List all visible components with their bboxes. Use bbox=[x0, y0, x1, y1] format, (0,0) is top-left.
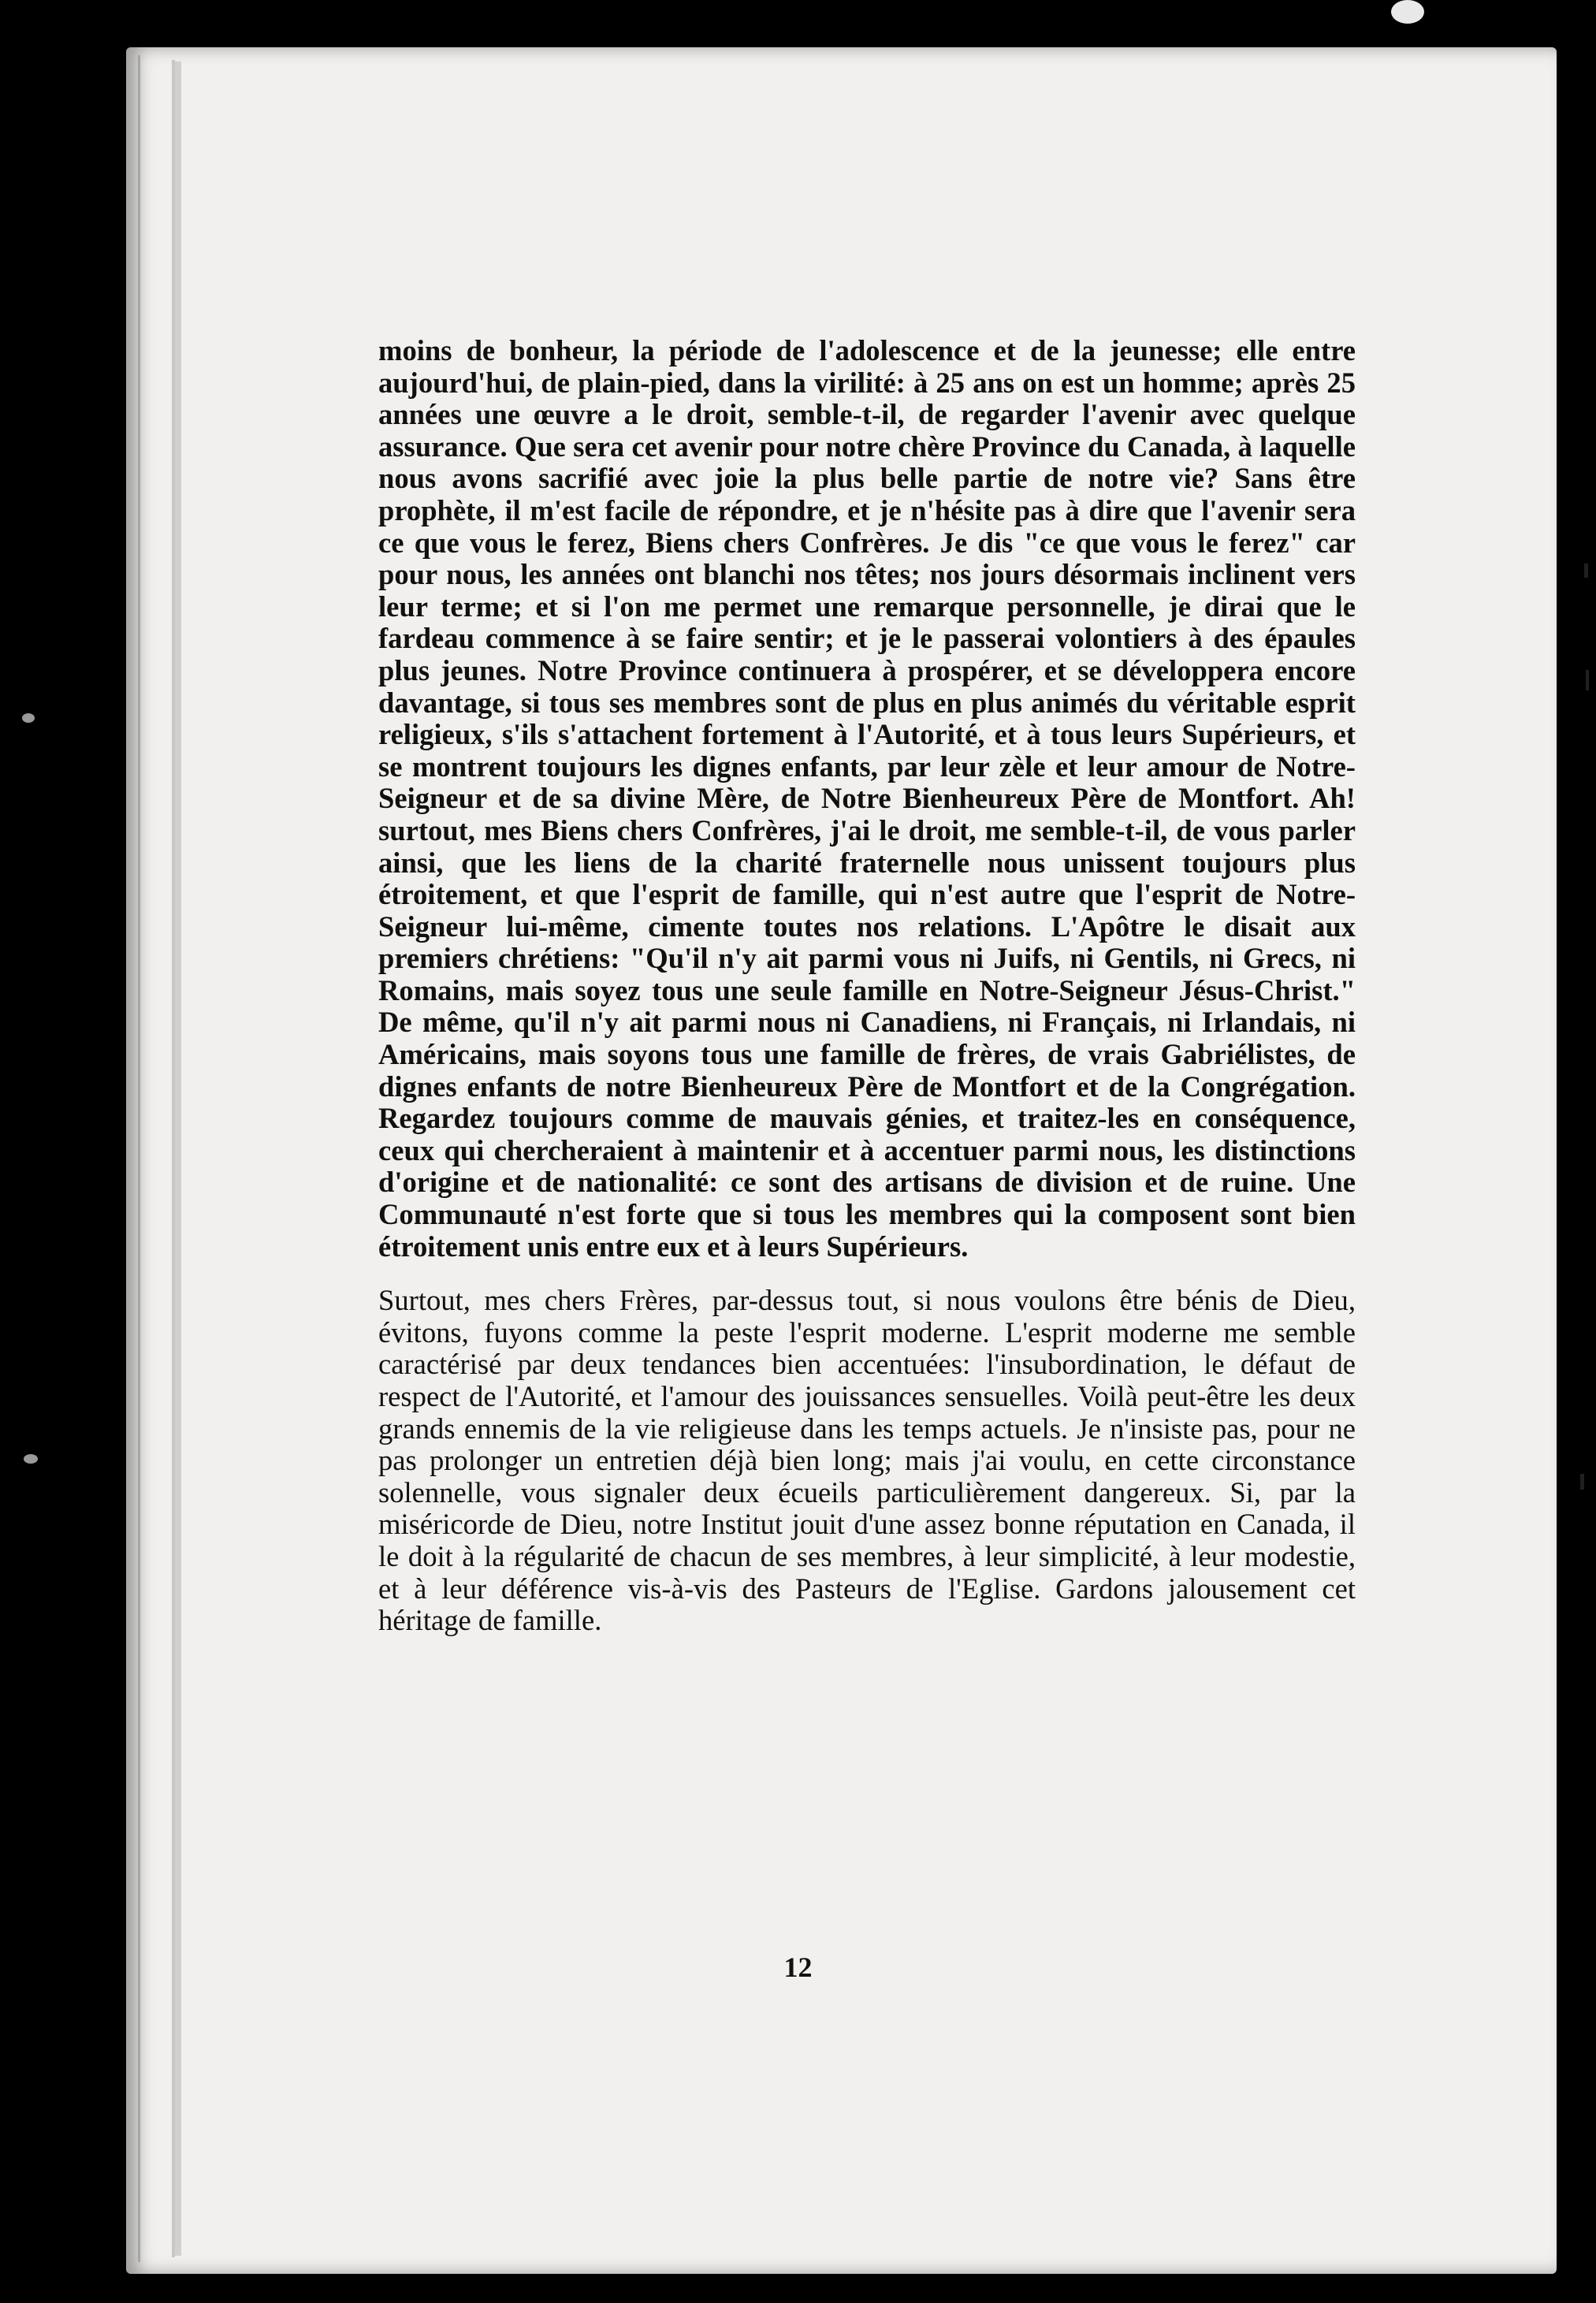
paragraph-1: moins de bonheur, la période de l'adolescence et de la jeunesse; elle entre aujourd'hui, de plain-pied, dans la virilité: à 25 ans on est un homme; après 25 années une œuvre a le droit, semble-t-il, de regarder l'avenir avec quelque assurance. Que sera cet avenir pour notre chère Province du Canada, à laquelle nous avons sacrifié avec joie la plus belle partie de notre vie? Sans être prophète, il m'est facile de répondre, et je n'hésite pas à dire que l'avenir sera ce que vous le ferez, Biens chers Confrères. Je dis "ce que vous le ferez" car pour nous, les années ont blanchi nos têtes; nos jours désormais inclinent vers leur terme; et si l'on me permet une remarque personnelle, je dirai que le fardeau commence à se faire sentir; et je le passerai volontiers à des épaules plus jeunes. Notre Province continuera à prospérer, et se développera encore davantage, si tous ses membres sont de plus en plus animés du véritable esprit religieux, s'ils s'attachent fortement à l'Autorité, et à tous leurs Supérieurs, et se montrent toujours les dignes enfants, par leur zèle et leur amour de Notre-Seigneur et de sa divine Mère, de Notre Bienheureux Père de Montfort. Ah! surtout, mes Biens chers Confrères, j'ai le droit, me semble-t-il, de vous parler ainsi, que les liens de la charité fraternelle nous unissent toujours plus étroitement, et que l'esprit de famille, qui n'est autre que l'esprit de Notre-Seigneur lui-même, cimente toutes nos relations. L'Apôtre le disait aux premiers chrétiens: "Qu'il n'y ait parmi vous ni Juifs, ni Gentils, ni Grecs, ni Romains, mais soyez tous une seule famille en Notre-Seigneur Jésus-Christ." De même, qu'il n'y ait parmi nous ni Canadiens, ni Français, ni Irlandais, ni Américains, mais soyons tous une famille de frères, de vrais Gabriélistes, de dignes enfants de notre Bienheureux Père de Montfort et de la Congrégation. Regardez toujours comme de mauvais génies, et traitez-les en conséquence, ceux qui chercheraient à maintenir et à accentuer parmi nous, les distinctions d'origine et de nationalité: ce sont des artisans de division et de ruine. Une Communauté n'est forte que si tous les membres qui la composent sont bien étroitement unis entre eux et à leurs Supérieurs. bbox=[378, 334, 1356, 1263]
paragraph-2: Surtout, mes chers Frères, par-dessus tout, si nous voulons être bénis de Dieu, évitons, fuyons comme la peste l'esprit moderne. L'esprit moderne me semble caractérisé par deux tendances bien accentuées: l'insubordination, le défaut de respect de l'Autorité, et l'amour des jouissances sensuelles. Voilà peut-être les deux grands ennemis de la vie religieuse dans les temps actuels. Je n'insiste pas, pour ne pas prolonger un entretien déjà bien long; mais j'ai voulu, en cette circonstance solennelle, vous signaler deux écueils particulièrement dangereux. Si, par la miséricorde de Dieu, notre Institut jouit d'une assez bonne réputation en Canada, il le doit à la régularité de chacun de ses membres, à leur simplicité, à leur modestie, et à leur déférence vis-à-vis des Pasteurs de l'Eglise. Gardons jalousement cet héritage de famille. bbox=[378, 1284, 1356, 1637]
scan-speck bbox=[24, 1454, 38, 1464]
body-text bbox=[378, 335, 1356, 1637]
scan-margin-mark bbox=[1586, 670, 1589, 690]
scan-speck bbox=[1391, 0, 1424, 24]
scan-margin-mark bbox=[1584, 564, 1588, 578]
page-binding-edge bbox=[138, 55, 172, 2262]
page-number: 12 bbox=[783, 1951, 813, 1983]
scan-margin-mark bbox=[1580, 1474, 1584, 1490]
scan-speck bbox=[22, 713, 35, 723]
